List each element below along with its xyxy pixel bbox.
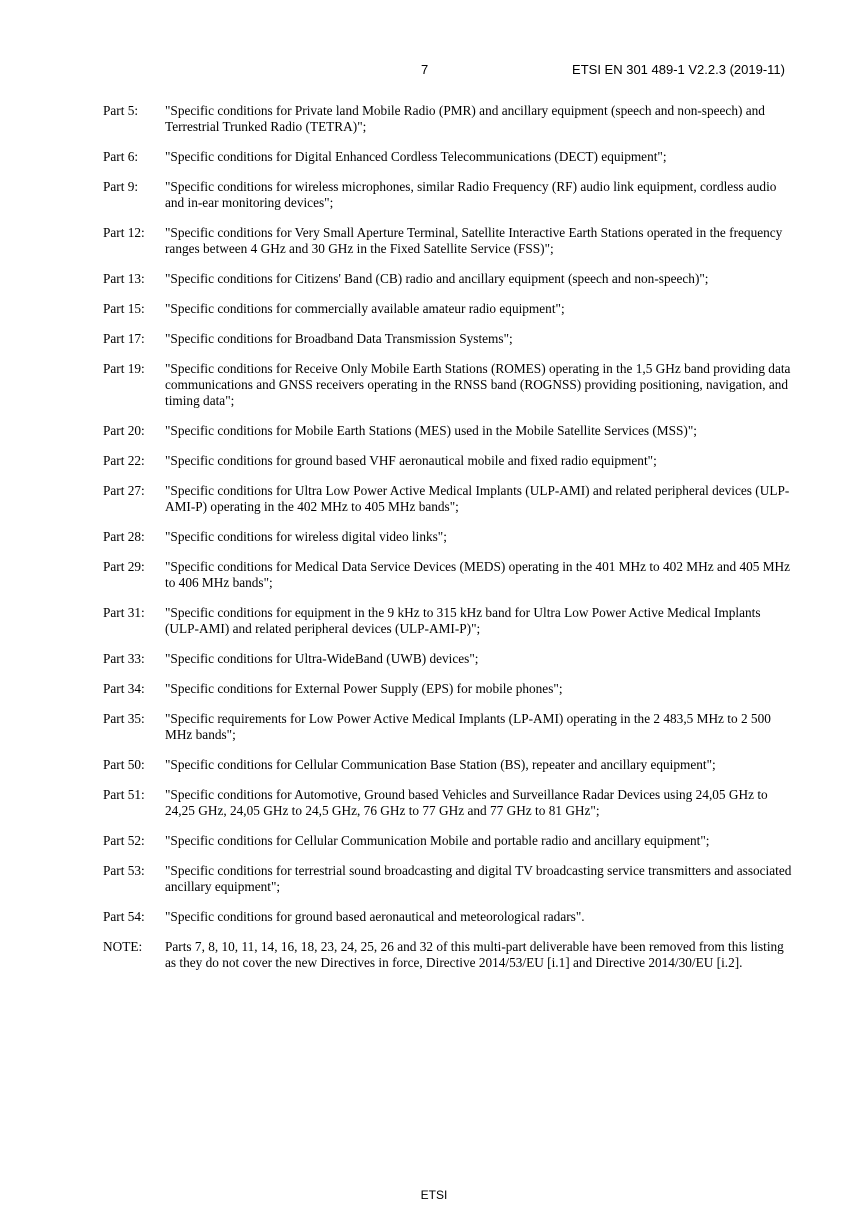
part-description: "Specific requirements for Low Power Active Medical Implants (LP-AMI) operating in the 2 483,5 MHz to 2 500 MHz bands"; [165,711,771,742]
list-item [103,711,793,743]
part-description: "Specific conditions for Cellular Communication Mobile and portable radio and ancillary equipment"; [165,833,710,848]
part-label: Part 28: [103,529,145,544]
part-description: "Specific conditions for commercially available amateur radio equipment"; [165,301,565,316]
part-label: Part 53: [103,863,145,878]
list-item [103,909,793,925]
list-item [103,833,793,849]
list-item [103,225,793,257]
list-item [103,605,793,637]
list-item [103,149,793,165]
list-item [103,453,793,469]
part-description: "Specific conditions for Private land Mobile Radio (PMR) and ancillary equipment (speech and non-speech) and Terrestrial Trunked Radio (TETRA)"; [165,103,765,134]
list-item [103,787,793,819]
list-item [103,651,793,667]
part-label: Part 51: [103,787,145,802]
part-description: "Specific conditions for External Power Supply (EPS) for mobile phones"; [165,681,563,696]
part-description: "Specific conditions for wireless digital video links"; [165,529,447,544]
part-label: Part 29: [103,559,145,574]
list-item [103,757,793,773]
part-description: "Specific conditions for ground based aeronautical and meteorological radars". [165,909,585,924]
list-item [103,331,793,347]
part-description: "Specific conditions for Broadband Data Transmission Systems"; [165,331,513,346]
note-label: NOTE: [103,939,143,954]
list-item [103,361,793,409]
part-label: Part 50: [103,757,145,772]
list-item [103,423,793,439]
parts-list [103,103,793,985]
part-label: Part 12: [103,225,145,240]
list-item [103,271,793,287]
part-description: "Specific conditions for Receive Only Mobile Earth Stations (ROMES) operating in the 1,5 GHz band providing data communications and GNSS receivers operating in the RNSS band (ROGNSS) providing positioning, navigation, and timing data"; [165,361,791,408]
list-item [103,681,793,697]
part-description: "Specific conditions for Ultra-WideBand (UWB) devices"; [165,651,479,666]
part-label: Part 34: [103,681,145,696]
part-label: Part 33: [103,651,145,666]
part-label: Part 27: [103,483,145,498]
list-item [103,483,793,515]
list-item [103,301,793,317]
part-label: Part 20: [103,423,145,438]
footer-text: ETSI [420,1188,448,1202]
part-label: Part 52: [103,833,145,848]
part-description: "Specific conditions for equipment in the 9 kHz to 315 kHz band for Ultra Low Power Active Medical Implants (ULP-AMI) and related peripheral devices (ULP-AMI-P)"; [165,605,761,636]
part-label: Part 54: [103,909,145,924]
part-label: Part 15: [103,301,145,316]
part-description: "Specific conditions for Citizens' Band (CB) radio and ancillary equipment (speech and non-speech)"; [165,271,709,286]
part-label: Part 19: [103,361,145,376]
part-description: "Specific conditions for wireless microphones, similar Radio Frequency (RF) audio link equipment, cordless audio and in-ear monitoring devices"; [165,179,777,210]
part-description: "Specific conditions for Medical Data Service Devices (MEDS) operating in the 401 MHz to 402 MHz and 405 MHz to 406 MHz bands"; [165,559,791,590]
page-number: 7 [421,62,429,77]
part-label: Part 9: [103,179,139,194]
part-description: "Specific conditions for Cellular Communication Base Station (BS), repeater and ancillary equipment"; [165,757,716,772]
part-description: "Specific conditions for Very Small Aperture Terminal, Satellite Interactive Earth Stations operated in the frequency ranges between 4 GHz and 30 GHz in the Fixed Satellite Service (FSS)"; [165,225,783,256]
part-label: Part 35: [103,711,145,726]
part-description: "Specific conditions for Ultra Low Power Active Medical Implants (ULP-AMI) and related peripheral devices (ULP-AMI-P) operating in the 402 MHz to 405 MHz bands"; [165,483,790,514]
part-description: "Specific conditions for Automotive, Ground based Vehicles and Surveillance Radar Devices using 24,05 GHz to 24,25 GHz, 24,05 GHz to 24,5 GHz, 76 GHz to 77 GHz and 77 GHz to 81 GHz"; [165,787,768,818]
part-label: Part 31: [103,605,145,620]
list-item [103,559,793,591]
list-item [103,529,793,545]
part-description: "Specific conditions for ground based VHF aeronautical mobile and fixed radio equipment"; [165,453,657,468]
part-label: Part 13: [103,271,145,286]
part-label: Part 6: [103,149,139,164]
list-item [103,863,793,895]
part-description: "Specific conditions for Mobile Earth Stations (MES) used in the Mobile Satellite Services (MSS)"; [165,423,697,438]
part-label: Part 17: [103,331,145,346]
part-description: "Specific conditions for Digital Enhanced Cordless Telecommunications (DECT) equipment"; [165,149,667,164]
note-text: Parts 7, 8, 10, 11, 14, 16, 18, 23, 24, 25, 26 and 32 of this multi-part deliverable have been removed from this listing as they do not cover the new Directives in force, Directive 2014/53/EU [i.1] and Directive 2014/30/EU [i.2]. [165,939,784,970]
list-item [103,179,793,211]
part-label: Part 22: [103,453,145,468]
part-label: Part 5: [103,103,139,118]
list-item [103,103,793,135]
note [103,939,793,971]
part-description: "Specific conditions for terrestrial sound broadcasting and digital TV broadcasting service transmitters and associated ancillary equipment"; [165,863,792,894]
document-id: ETSI EN 301 489-1 V2.2.3 (2019-11) [572,62,785,77]
